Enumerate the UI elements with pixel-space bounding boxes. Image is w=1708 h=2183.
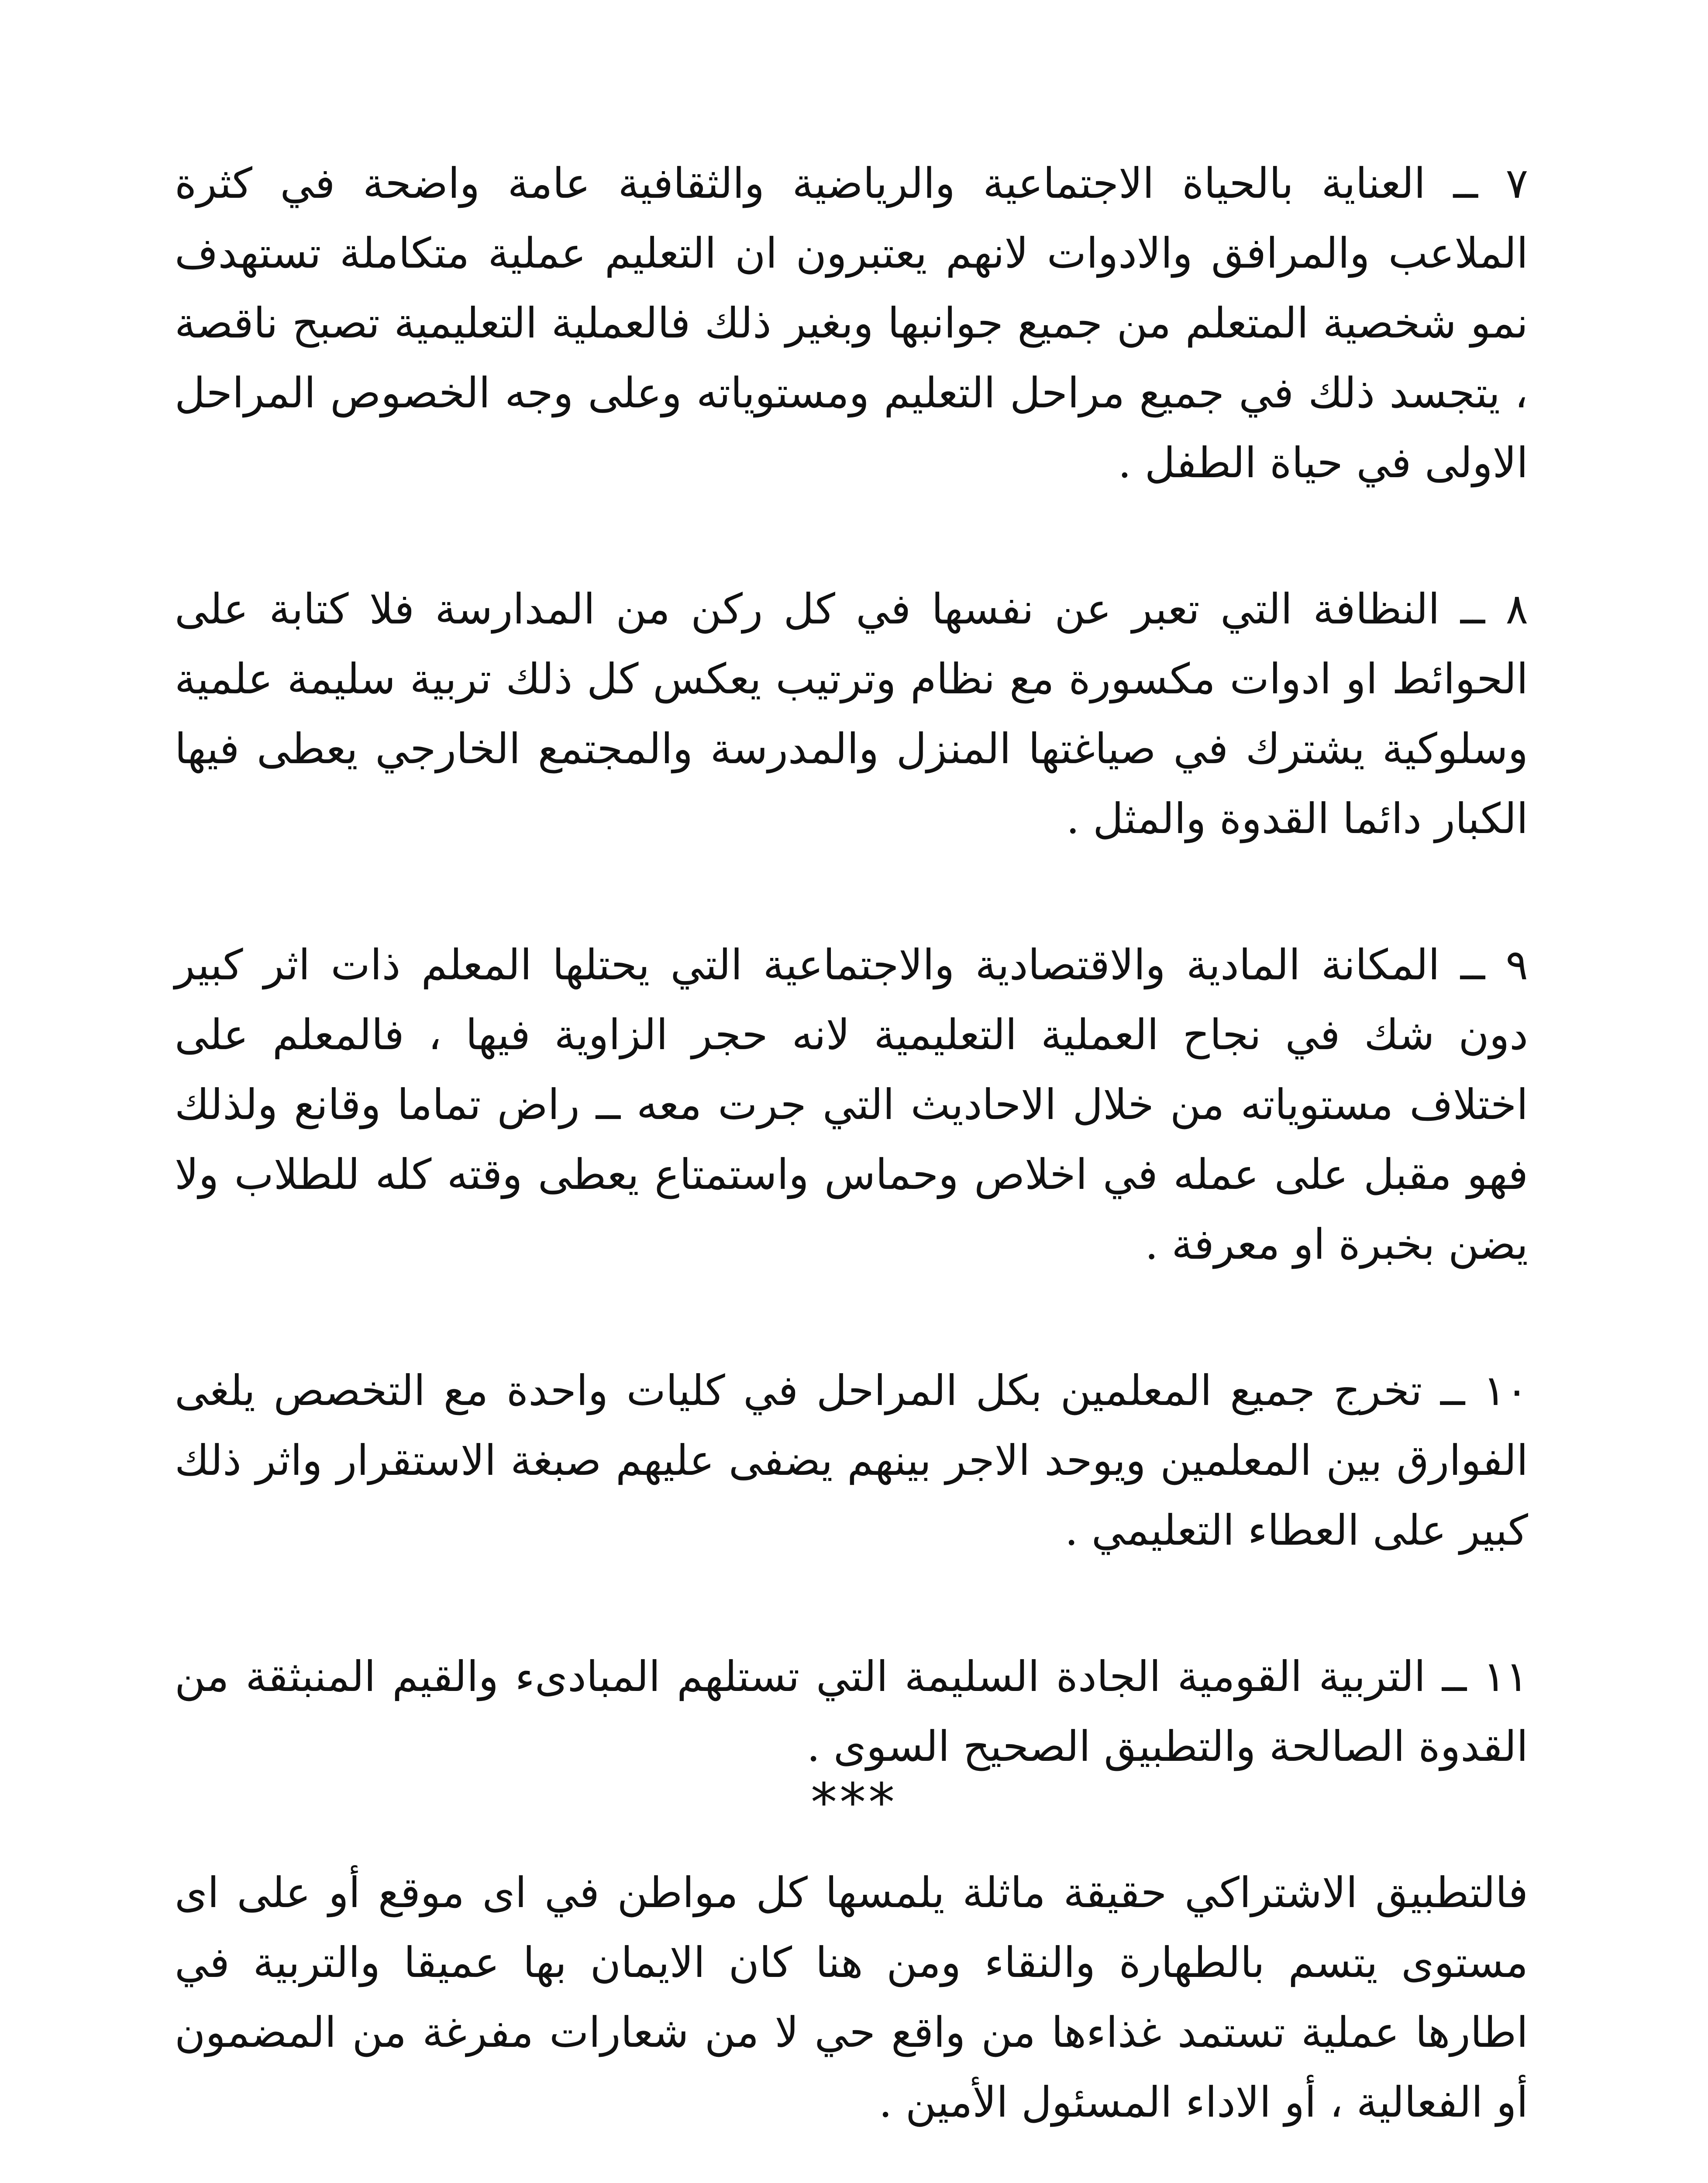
paragraph-spacer bbox=[175, 854, 1528, 930]
section-separator: *** bbox=[811, 1773, 897, 1833]
paragraph-10: ١٠ ــ تخرج جميع المعلمين بكل المراحل في كليات واحدة مع التخصص يلغى الفوارق بين المعلمين ويوحد الاجر بينهم يضفى عليهم صبغة الاستقرار واثر ذلك كبير على العطاء التعليمي . bbox=[175, 1366, 1528, 1555]
paragraph-8: ٨ ــ النظافة التي تعبر عن نفسها في كل ركن من المدارسة فلا كتابة على الحوائط او ادوات مكسورة مع نظام وترتيب يعكس كل ذلك تربية سليمة علمية وسلوكية يشترك في صياغتها المنزل والمدرسة والمجتمع الخارجي يعطى فيها الكبار دائما القدوة والمثل . bbox=[175, 585, 1528, 843]
paragraph-7: ٧ ــ العناية بالحياة الاجتماعية والرياضية والثقافية عامة واضحة في كثرة الملاعب والمرافق والادوات لانهم يعتبرون ان التعليم عملية متكاملة تستهدف نمو شخصية المتعلم من جميع جوانبها وبغير ذلك فالعملية التعليمية تصبح ناقصة ، يتجسد ذلك في جميع مراحل التعليم ومستوياته وعلى وجه الخصوص المراحل الاولى في حياة الطفل . bbox=[175, 159, 1529, 487]
paragraph-spacer bbox=[175, 2137, 1528, 2183]
paragraph-11: ١١ ــ التربية القومية الجادة السليمة التي تستلهم المبادىء والقيم المنبثقة من القدوة الصالحة والتطبيق الصحيح السوى . bbox=[175, 1652, 1528, 1771]
text-column bbox=[175, 148, 1528, 2183]
paragraph-9: ٩ ــ المكانة المادية والاقتصادية والاجتماعية التي يحتلها المعلم ذات اثر كبير دون شك في نجاح العملية التعليمية لانه حجر الزاوية فيها ، فالمعلم على اختلاف مستوياته من خلال الاحاديث التي جرت معه ــ راض تماما وقانع ولذلك فهو مقبل على عمله في اخلاص وحماس واستمتاع يعطى وقته كله للطلاب ولا يضن بخبرة او معرفة . bbox=[175, 940, 1528, 1269]
paragraph-spacer bbox=[175, 1279, 1528, 1356]
paragraph-spacer bbox=[175, 498, 1528, 574]
paragraph-spacer bbox=[175, 1565, 1528, 1642]
conclusion-paragraph: فالتطبيق الاشتراكي حقيقة ماثلة يلمسها كل مواطن في اى موقع أو على اى مستوى يتسم بالطهارة والنقاء ومن هنا كان الايمان بها عميقا والتربية في اطارها عملية تستمد غذاءها من واقع حي لا من شعارات مفرغة من المضمون أو الفعالية ، أو الاداء المسئول الأمين . bbox=[175, 1868, 1529, 2127]
